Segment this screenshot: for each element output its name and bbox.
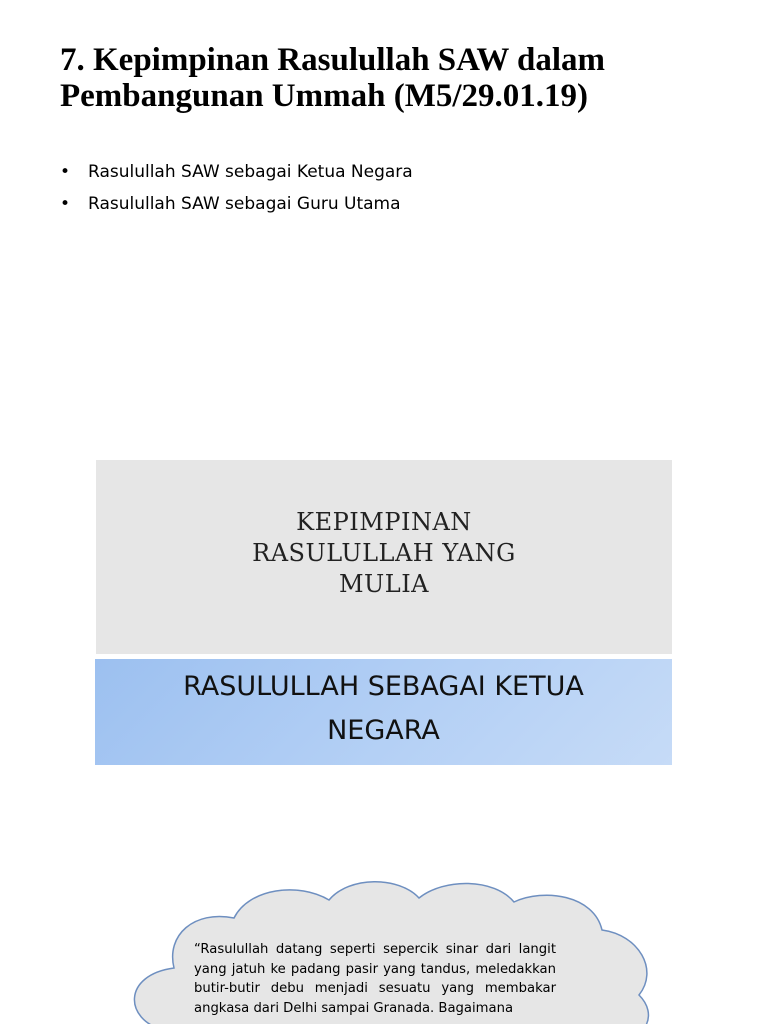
slide-subtitle-line-2: NEGARA bbox=[327, 715, 440, 746]
page-title-line-1: 7. Kepimpinan Rasulullah SAW dalam bbox=[60, 42, 605, 78]
slide-subtitle-line-1: RASULULLAH SEBAGAI KETUA bbox=[183, 671, 584, 702]
quote-text: “Rasulullah datang seperti sepercik sinar dari langit yang jatuh ke padang pasir yang tandus, meledakkan butir-butir debu menjadi sesuatu yang membakar angkasa dari Delhi sampai Granada. Bagaimana bbox=[194, 942, 556, 1016]
slide-title-line-1: KEPIMPINAN bbox=[296, 507, 472, 536]
page-title bbox=[60, 42, 740, 114]
page-title-line-2: Pembangunan Ummah (M5/29.01.19) bbox=[60, 78, 589, 114]
bullet-item: • Rasulullah SAW sebagai Ketua Negara bbox=[60, 156, 413, 188]
bullet-item: • Rasulullah SAW sebagai Guru Utama bbox=[60, 188, 413, 220]
slide-title-line-3: MULIA bbox=[338, 569, 430, 598]
quote-cloud bbox=[124, 880, 654, 1024]
bullet-list bbox=[60, 156, 413, 220]
slide-subtitle-text bbox=[183, 665, 584, 753]
slide-title-box bbox=[96, 460, 672, 654]
slide-title-line-2: RASULULLAH YANG bbox=[252, 538, 516, 567]
slide-subtitle-box bbox=[95, 659, 672, 765]
slide-title-text bbox=[252, 507, 516, 600]
